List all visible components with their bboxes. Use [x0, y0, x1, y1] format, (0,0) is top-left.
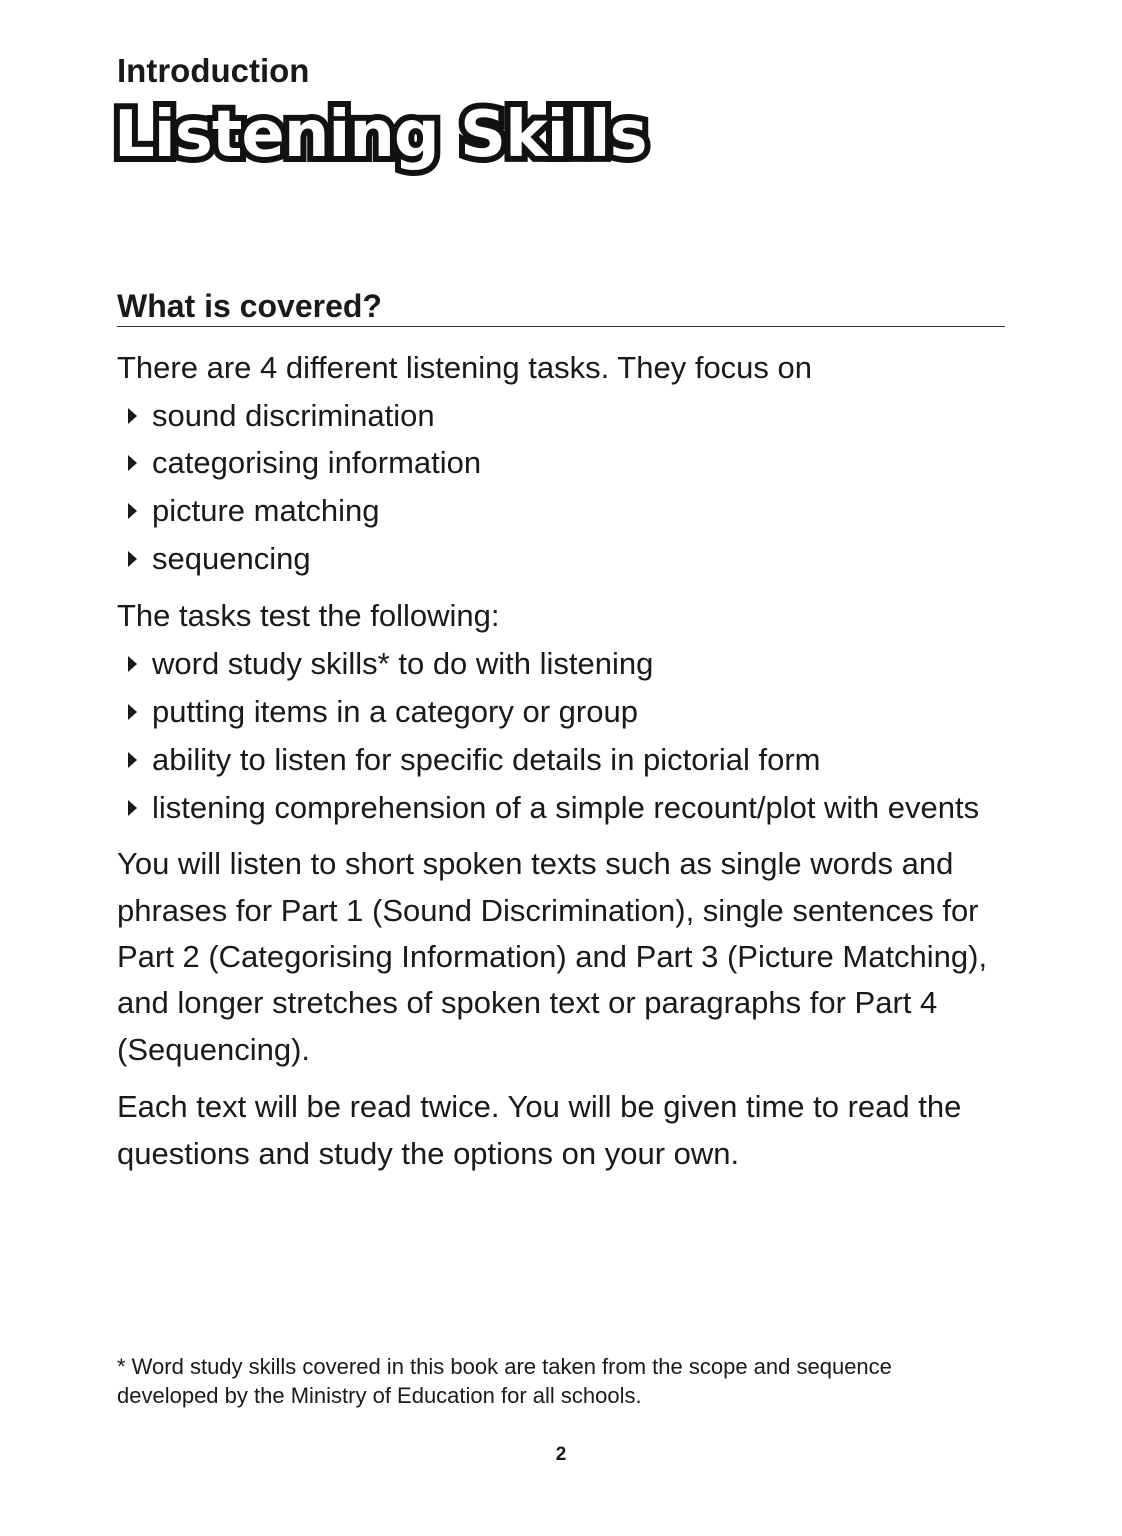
bullet-triangle-icon [128, 408, 137, 424]
paragraph-line: questions and study the options on your own. [117, 1136, 740, 1171]
footnote-line: developed by the Ministry of Education for all schools. [117, 1383, 642, 1408]
list-item: word study skills* to do with listening [128, 640, 653, 687]
bullet-triangle-icon [128, 752, 137, 768]
list-item: sound discrimination [128, 392, 435, 439]
paragraph-line: You will listen to short spoken texts such as single words and [117, 846, 954, 881]
page-title: Listening Skills [114, 98, 647, 172]
intro-text: There are 4 different listening tasks. They focus on [117, 350, 813, 385]
footnote-line: * Word study skills covered in this book are taken from the scope and sequence [117, 1354, 892, 1379]
section-heading: What is covered? [117, 288, 1005, 327]
bullet-triangle-icon [128, 656, 137, 672]
list-item: sequencing [128, 535, 311, 582]
intro-text: The tasks test the following: [117, 598, 500, 633]
bullet-triangle-icon [128, 800, 137, 816]
list-item: listening comprehension of a simple recount/plot with events [128, 784, 979, 831]
paragraph-line: (Sequencing). [117, 1032, 311, 1067]
paragraph-line: Part 2 (Categorising Information) and Part 3 (Picture Matching), [117, 939, 988, 974]
paragraph-line: phrases for Part 1 (Sound Discrimination), single sentences for [117, 893, 979, 928]
footnote [117, 1352, 892, 1410]
list-item: ability to listen for specific details in pictorial form [128, 736, 820, 783]
paragraph-line: Each text will be read twice. You will be given time to read the [117, 1089, 962, 1124]
bullet-triangle-icon [128, 551, 137, 567]
list-item: categorising information [128, 439, 481, 486]
list-item: putting items in a category or group [128, 688, 638, 735]
bullet-triangle-icon [128, 704, 137, 720]
section-label: Introduction [117, 52, 310, 89]
list-item: picture matching [128, 487, 379, 534]
bullet-triangle-icon [128, 455, 137, 471]
paragraph-line: and longer stretches of spoken text or paragraphs for Part 4 [117, 985, 938, 1020]
page-number: 2 [555, 1444, 567, 1465]
bullet-triangle-icon [128, 503, 137, 519]
